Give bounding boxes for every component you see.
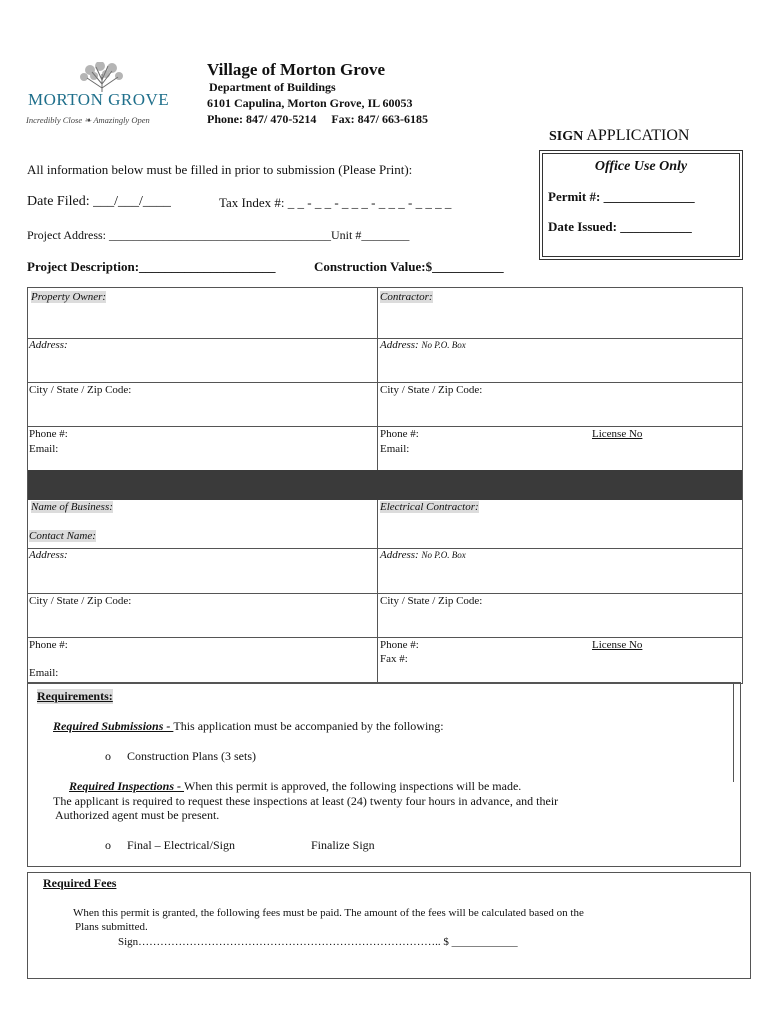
electrical-address-field[interactable]	[380, 549, 466, 561]
electrical-no-po-box-note: No P.O. Box	[421, 550, 466, 560]
requirements-side-line	[733, 684, 740, 782]
owner-address-field[interactable]: Address:	[29, 339, 68, 351]
applicant-info-grid	[27, 287, 743, 684]
grid-row-line	[28, 382, 742, 383]
tax-index-field[interactable]: Tax Index #: _ _ - _ _ - _ _ _ - _ _ _ - _ _ _ _	[219, 195, 452, 210]
sign-fee-line[interactable]: Sign……………………………………………………………………….. $ ____________	[118, 936, 518, 948]
form-title	[549, 127, 689, 145]
department: Department of Buildings	[209, 80, 336, 94]
grid-row-line	[28, 637, 742, 638]
office-use-title: Office Use Only	[594, 159, 688, 174]
grid-row-line	[28, 426, 742, 427]
business-email-field[interactable]: Email:	[29, 667, 59, 679]
electrical-license-field[interactable]: License No	[592, 639, 643, 651]
required-fees-heading: Required Fees	[43, 876, 117, 890]
electrical-phone-field[interactable]: Phone #:	[380, 639, 419, 651]
business-city-state-zip-field[interactable]: City / State / Zip Code:	[29, 595, 132, 607]
finalize-sign-item: Finalize Sign	[311, 838, 375, 852]
contractor-phone-field[interactable]: Phone #:	[380, 428, 419, 440]
owner-phone-field[interactable]: Phone #:	[29, 428, 68, 440]
required-inspections-line	[69, 779, 521, 794]
electrical-city-state-zip-field[interactable]: City / State / Zip Code:	[380, 595, 483, 607]
no-po-box-note: No P.O. Box	[421, 340, 466, 350]
contractor-address-label: Address:	[380, 339, 419, 351]
office-use-box	[539, 150, 743, 260]
business-name-field[interactable]: Name of Business:	[31, 501, 113, 513]
org-phone-fax: Phone: 847/ 470-5214 Fax: 847/ 663-6185	[207, 112, 428, 126]
electrical-address-label: Address:	[380, 549, 419, 561]
permit-number-field: Permit #: ______________	[548, 189, 695, 204]
business-phone-field[interactable]: Phone #:	[29, 639, 68, 651]
org-name: Village of Morton Grove	[207, 60, 385, 79]
requirements-heading: Requirements:	[37, 689, 113, 703]
bullet-marker: o	[105, 838, 111, 852]
required-inspections-label: Required Inspections -	[69, 779, 185, 793]
owner-city-state-zip-field[interactable]: City / State / Zip Code:	[29, 384, 132, 396]
contractor-field[interactable]: Contractor:	[380, 291, 433, 303]
fees-line-1: When this permit is granted, the following fees must be paid. The amount of the fees will be calculated based on the	[73, 907, 584, 919]
date-issued-field: Date Issued: ___________	[548, 219, 692, 234]
inspections-line-3: Authorized agent must be present.	[55, 808, 220, 822]
section-separator-band	[28, 470, 742, 500]
business-address-field[interactable]: Address:	[29, 549, 68, 561]
form-title-prefix: SIGN	[549, 129, 584, 144]
contractor-license-field[interactable]: License No	[592, 428, 643, 440]
project-description-field[interactable]: Project Description:_____________________	[27, 259, 276, 274]
inspections-line-2: The applicant is required to request these inspections at least (24) twenty four hours in advance, and their	[53, 794, 559, 808]
required-submissions-line	[53, 719, 444, 734]
contact-name-field[interactable]: Contact Name:	[29, 530, 96, 542]
date-filed-field[interactable]: Date Filed: ___/___/____	[27, 194, 171, 209]
org-address: 6101 Capulina, Morton Grove, IL 60053	[207, 96, 413, 110]
fees-line-2: Plans submitted.	[75, 921, 148, 933]
contractor-city-state-zip-field[interactable]: City / State / Zip Code:	[380, 384, 483, 396]
construction-value-field[interactable]: Construction Value:$___________	[314, 259, 504, 274]
final-inspection-item: Final – Electrical/Sign	[127, 838, 235, 852]
logo-tagline: Incredibly Close ❧ Amazingly Open	[26, 115, 150, 125]
bullet-marker: o	[105, 749, 111, 763]
instruction-text: All information below must be filled in prior to submission (Please Print):	[27, 162, 413, 177]
contractor-address-field[interactable]	[380, 339, 466, 351]
grid-row-line	[28, 593, 742, 594]
construction-plans-item: Construction Plans (3 sets)	[127, 749, 256, 763]
electrical-fax-field[interactable]: Fax #:	[380, 653, 408, 665]
electrical-contractor-field[interactable]: Electrical Contractor:	[380, 501, 479, 513]
project-address-field[interactable]: Project Address: _____________________________________Unit #________	[27, 228, 410, 242]
owner-email-field[interactable]: Email:	[29, 443, 59, 455]
required-submissions-text: This application must be accompanied by the following:	[173, 719, 444, 733]
property-owner-field[interactable]: Property Owner:	[31, 291, 107, 303]
form-title-suffix: APPLICATION	[583, 127, 690, 144]
required-inspections-text: When this permit is approved, the following inspections will be made.	[184, 779, 522, 793]
required-submissions-label: Required Submissions -	[53, 719, 174, 733]
logo-wordmark: MORTON GROVE	[28, 90, 170, 109]
contractor-email-field[interactable]: Email:	[380, 443, 410, 455]
